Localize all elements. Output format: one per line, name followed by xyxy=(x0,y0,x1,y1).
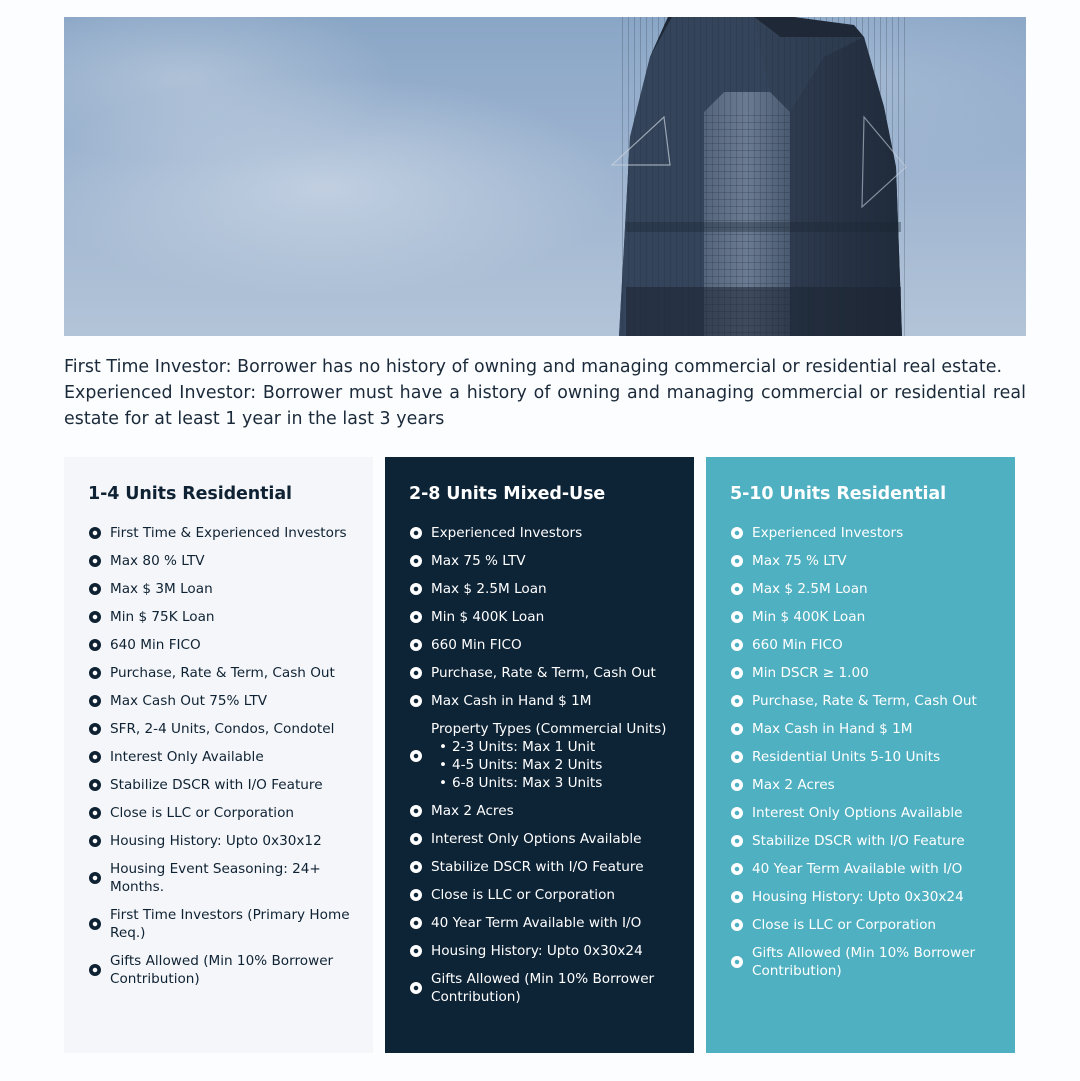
list-item: SFR, 2-4 Units, Condos, Condotel xyxy=(88,720,353,738)
card-title: 2-8 Units Mixed-Use xyxy=(409,484,606,504)
hero-skyscraper-image xyxy=(64,17,1026,336)
circle-bullet-icon xyxy=(410,555,422,567)
circle-bullet-icon xyxy=(410,611,422,623)
card-1-4-units-residential xyxy=(64,457,373,1053)
circle-bullet-icon xyxy=(410,639,422,651)
circle-bullet-icon xyxy=(410,889,422,901)
circle-bullet-icon xyxy=(731,695,743,707)
list-item: Gifts Allowed (Min 10% Borrower Contribution) xyxy=(730,944,995,980)
card-2-8-units-mixed-use xyxy=(385,457,694,1053)
circle-bullet-icon xyxy=(89,872,101,884)
list-item: Housing Event Seasoning: 24+ Months. xyxy=(88,860,353,896)
card-title: 5-10 Units Residential xyxy=(730,484,947,504)
circle-bullet-icon xyxy=(89,695,101,707)
circle-bullet-icon xyxy=(89,964,101,976)
circle-bullet-icon xyxy=(731,919,743,931)
circle-bullet-icon xyxy=(89,611,101,623)
circle-bullet-icon xyxy=(89,527,101,539)
list-item: Purchase, Rate & Term, Cash Out xyxy=(88,664,353,682)
list-item: Interest Only Available xyxy=(88,748,353,766)
circle-bullet-icon xyxy=(410,750,422,762)
sub-list-item: • 4-5 Units: Max 2 Units xyxy=(439,756,674,774)
list-item: Min $ 75K Loan xyxy=(88,608,353,626)
list-item: Max Cash in Hand $ 1M xyxy=(409,692,674,710)
list-item: Close is LLC or Corporation xyxy=(409,886,674,904)
list-item: 660 Min FICO xyxy=(730,636,995,654)
list-item: Stabilize DSCR with I/O Feature xyxy=(88,776,353,794)
list-item: 660 Min FICO xyxy=(409,636,674,654)
skyscraper-illustration xyxy=(64,17,1026,336)
feature-list xyxy=(409,524,674,1006)
circle-bullet-icon xyxy=(410,667,422,679)
list-item: Stabilize DSCR with I/O Feature xyxy=(730,832,995,850)
list-item: Residential Units 5-10 Units xyxy=(730,748,995,766)
list-item: 640 Min FICO xyxy=(88,636,353,654)
property-types-sublist xyxy=(431,738,674,792)
list-item: Min $ 400K Loan xyxy=(730,608,995,626)
list-item: Max $ 2.5M Loan xyxy=(409,580,674,598)
circle-bullet-icon xyxy=(410,527,422,539)
list-item: Housing History: Upto 0x30x24 xyxy=(730,888,995,906)
list-item: Min DSCR ≥ 1.00 xyxy=(730,664,995,682)
circle-bullet-icon xyxy=(731,863,743,875)
list-item: Interest Only Options Available xyxy=(409,830,674,848)
circle-bullet-icon xyxy=(89,807,101,819)
circle-bullet-icon xyxy=(731,891,743,903)
list-item: Interest Only Options Available xyxy=(730,804,995,822)
list-item: Purchase, Rate & Term, Cash Out xyxy=(730,692,995,710)
circle-bullet-icon xyxy=(410,861,422,873)
circle-bullet-icon xyxy=(410,982,422,994)
circle-bullet-icon xyxy=(89,751,101,763)
circle-bullet-icon xyxy=(410,917,422,929)
list-item: Max Cash Out 75% LTV xyxy=(88,692,353,710)
experienced-investor-text: Experienced Investor: Borrower must have a history of owning and managing commercial or residential real estate for at least 1 year in the last 3 years xyxy=(64,383,1026,429)
list-item: Max $ 2.5M Loan xyxy=(730,580,995,598)
feature-list xyxy=(730,524,995,980)
list-item: Close is LLC or Corporation xyxy=(88,804,353,822)
list-item: Stabilize DSCR with I/O Feature xyxy=(409,858,674,876)
feature-list xyxy=(88,524,353,988)
list-item: First Time Investors (Primary Home Req.) xyxy=(88,906,353,942)
list-item: Max $ 3M Loan xyxy=(88,580,353,598)
list-item: Max 75 % LTV xyxy=(409,552,674,570)
property-types-label: Property Types (Commercial Units) xyxy=(431,721,667,737)
list-item: Max Cash in Hand $ 1M xyxy=(730,720,995,738)
circle-bullet-icon xyxy=(731,555,743,567)
circle-bullet-icon xyxy=(731,779,743,791)
card-title: 1-4 Units Residential xyxy=(88,484,292,504)
list-item: Close is LLC or Corporation xyxy=(730,916,995,934)
list-item-property-types xyxy=(409,720,674,792)
circle-bullet-icon xyxy=(89,667,101,679)
list-item: Gifts Allowed (Min 10% Borrower Contribution) xyxy=(409,970,674,1006)
card-5-10-units-residential xyxy=(706,457,1015,1053)
list-item: Housing History: Upto 0x30x12 xyxy=(88,832,353,850)
sub-list-item: • 6-8 Units: Max 3 Units xyxy=(439,774,674,792)
circle-bullet-icon xyxy=(731,751,743,763)
investor-definitions xyxy=(64,354,1026,432)
list-item: Max 80 % LTV xyxy=(88,552,353,570)
list-item: Housing History: Upto 0x30x24 xyxy=(409,942,674,960)
list-item: Min $ 400K Loan xyxy=(409,608,674,626)
circle-bullet-icon xyxy=(89,555,101,567)
circle-bullet-icon xyxy=(731,835,743,847)
circle-bullet-icon xyxy=(731,667,743,679)
circle-bullet-icon xyxy=(89,918,101,930)
circle-bullet-icon xyxy=(89,639,101,651)
circle-bullet-icon xyxy=(410,805,422,817)
circle-bullet-icon xyxy=(731,527,743,539)
list-item: Purchase, Rate & Term, Cash Out xyxy=(409,664,674,682)
list-item: Experienced Investors xyxy=(409,524,674,542)
circle-bullet-icon xyxy=(731,639,743,651)
sub-list-item: • 2-3 Units: Max 1 Unit xyxy=(439,738,674,756)
circle-bullet-icon xyxy=(410,833,422,845)
list-item: Max 2 Acres xyxy=(409,802,674,820)
first-time-investor-text: First Time Investor: Borrower has no history of owning and managing commercial or residential real estate. xyxy=(64,357,1003,377)
circle-bullet-icon xyxy=(410,945,422,957)
circle-bullet-icon xyxy=(731,956,743,968)
circle-bullet-icon xyxy=(731,723,743,735)
circle-bullet-icon xyxy=(89,835,101,847)
list-item: Max 2 Acres xyxy=(730,776,995,794)
list-item: Gifts Allowed (Min 10% Borrower Contribution) xyxy=(88,952,353,988)
list-item: 40 Year Term Available with I/O xyxy=(409,914,674,932)
circle-bullet-icon xyxy=(89,779,101,791)
circle-bullet-icon xyxy=(89,583,101,595)
list-item: Experienced Investors xyxy=(730,524,995,542)
circle-bullet-icon xyxy=(731,611,743,623)
list-item: 40 Year Term Available with I/O xyxy=(730,860,995,878)
circle-bullet-icon xyxy=(89,723,101,735)
circle-bullet-icon xyxy=(410,583,422,595)
list-item: Max 75 % LTV xyxy=(730,552,995,570)
circle-bullet-icon xyxy=(731,807,743,819)
circle-bullet-icon xyxy=(731,583,743,595)
circle-bullet-icon xyxy=(410,695,422,707)
list-item: First Time & Experienced Investors xyxy=(88,524,353,542)
